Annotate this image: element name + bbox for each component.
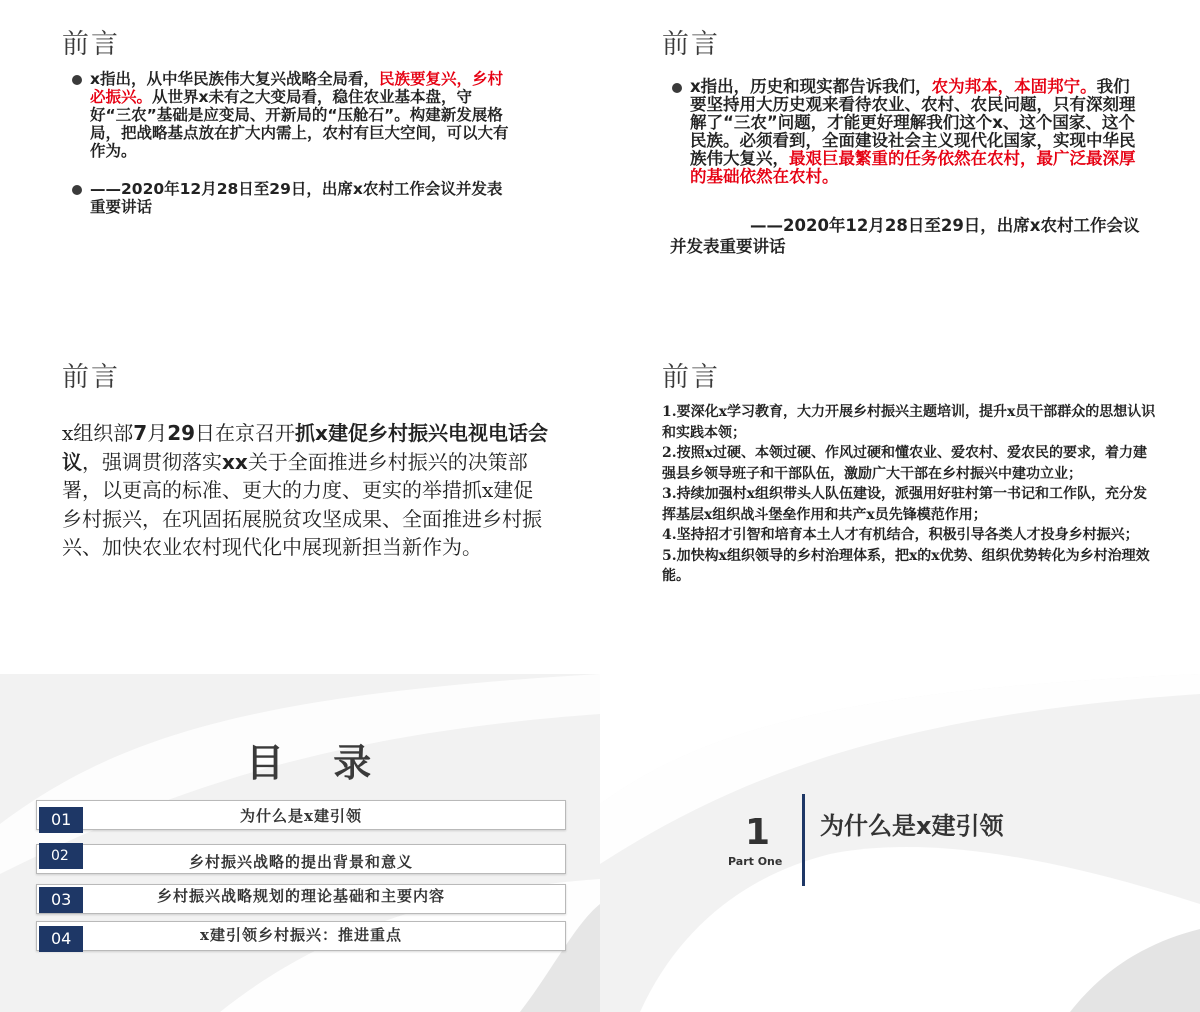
slide-part-one [600,674,1200,1012]
list-item: ——2020年12月28日至29日，出席x农村工作会议并发表重要讲话 [72,180,512,216]
toc-number: 04 [39,926,83,952]
toc-number: 01 [39,807,83,833]
toc-item-02[interactable] [36,844,566,874]
list-item: x指出，从中华民族伟大复兴战略全局看，民族要复兴，乡村必振兴。从世界x未有之大变局看，稳住农业基本盘，守好“三农”基础是应变局、开新局的“压舱石”。构建新发展格局，把战略基点放在扩大内需上，农村有巨大空间，可以大有作为。 [72,70,512,160]
bullet-icon [672,83,682,93]
list-item: x指出，历史和现实都告诉我们，农为邦本，本固邦宁。我们要坚持用大历史观来看待农业、农村、农民问题，只有深刻理解了“三农”问题，才能更好理解我们这个x、这个国家、这个民族。必须看到，全面建设社会主义现代化国家，实现中华民族伟大复兴，最艰巨最繁重的任务依然在农村，最广泛最深厚的基础依然在农村。 [672,78,1142,186]
speech-source: ——2020年12月28日至29日，出席x农村工作会议并发表重要讲话 [670,216,1140,256]
slide-preface-2 [600,0,1200,337]
list-item: 2.按照x过硬、本领过硬、作风过硬和懂农业、爱农村、爱农民的要求，着力建强县乡领导班子和干部队伍，激励广大干部在乡村振兴中建功立业； [662,445,1147,482]
background-swoosh [600,674,1200,1012]
highlight-text: 最艰巨最繁重的任务依然在农村，最广泛最深厚的基础依然在农村。 [690,149,1136,186]
bullet-icon [72,75,82,85]
highlight-text: 农为邦本，本固邦宁。 [931,77,1097,96]
slide-preface-4 [600,337,1200,674]
slide-preface-3 [0,337,600,674]
toc-item-03[interactable] [36,884,566,914]
numbered-list [662,402,1157,587]
body-paragraph: x组织部7月29日在京召开抓x建促乡村振兴电视电话会议，强调贯彻落实xx关于全面推进乡村振兴的决策部署，以更高的标准、更大的力度、更实的举措抓x建促乡村振兴，在巩固拓展脱贫攻坚成果、全面推进乡村振兴、加快农业农村现代化中展现新担当新作为。 [62,421,548,559]
highlight-text: 民族要复兴，乡村必振兴。 [90,70,504,106]
slide-title: 前言 [62,362,120,393]
list-item: 1.要深化x学习教育，大力开展乡村振兴主题培训，提升x员干部群众的思想认识和实践本领； [662,404,1156,441]
toc-title: 目 录 [246,741,390,785]
part-label: Part One [728,855,783,868]
toc-label: 乡村振兴战略规划的理论基础和主要内容 [156,887,445,905]
slide-title: 前言 [662,29,720,60]
toc-number: 02 [39,843,83,869]
slide-table-of-contents [0,674,600,1012]
slide-title: 前言 [62,29,120,60]
part-title: 为什么是x建引领 [820,812,1004,840]
list-item: 3.持续加强村x组织带头人队伍建设，派强用好驻村第一书记和工作队，充分发挥基层x组织战斗堡垒作用和共产x员先锋模范作用； [662,486,1147,523]
toc-item-01[interactable] [36,800,566,830]
slide-preface-1 [0,0,600,337]
list-item: 5.加快构x组织领导的乡村治理体系，把x的x优势、组织优势转化为乡村治理效能。 [662,547,1150,584]
list-item: 4.坚持招才引智和培育本土人才有机结合，积极引导各类人才投身乡村振兴； [662,527,1139,543]
bullet-list [672,78,1142,186]
part-number: 1 [745,812,771,853]
toc-label: x建引领乡村振兴：推进重点 [200,926,402,944]
divider [802,794,805,886]
toc-label: 乡村振兴战略的提出背景和意义 [188,853,413,871]
bullet-icon [72,185,82,195]
toc-number: 03 [39,887,83,913]
toc-label: 为什么是x建引领 [240,807,362,825]
bullet-list [72,70,512,216]
slide-title: 前言 [662,362,720,393]
toc-item-04[interactable] [36,921,566,951]
background-swoosh [0,674,600,1012]
